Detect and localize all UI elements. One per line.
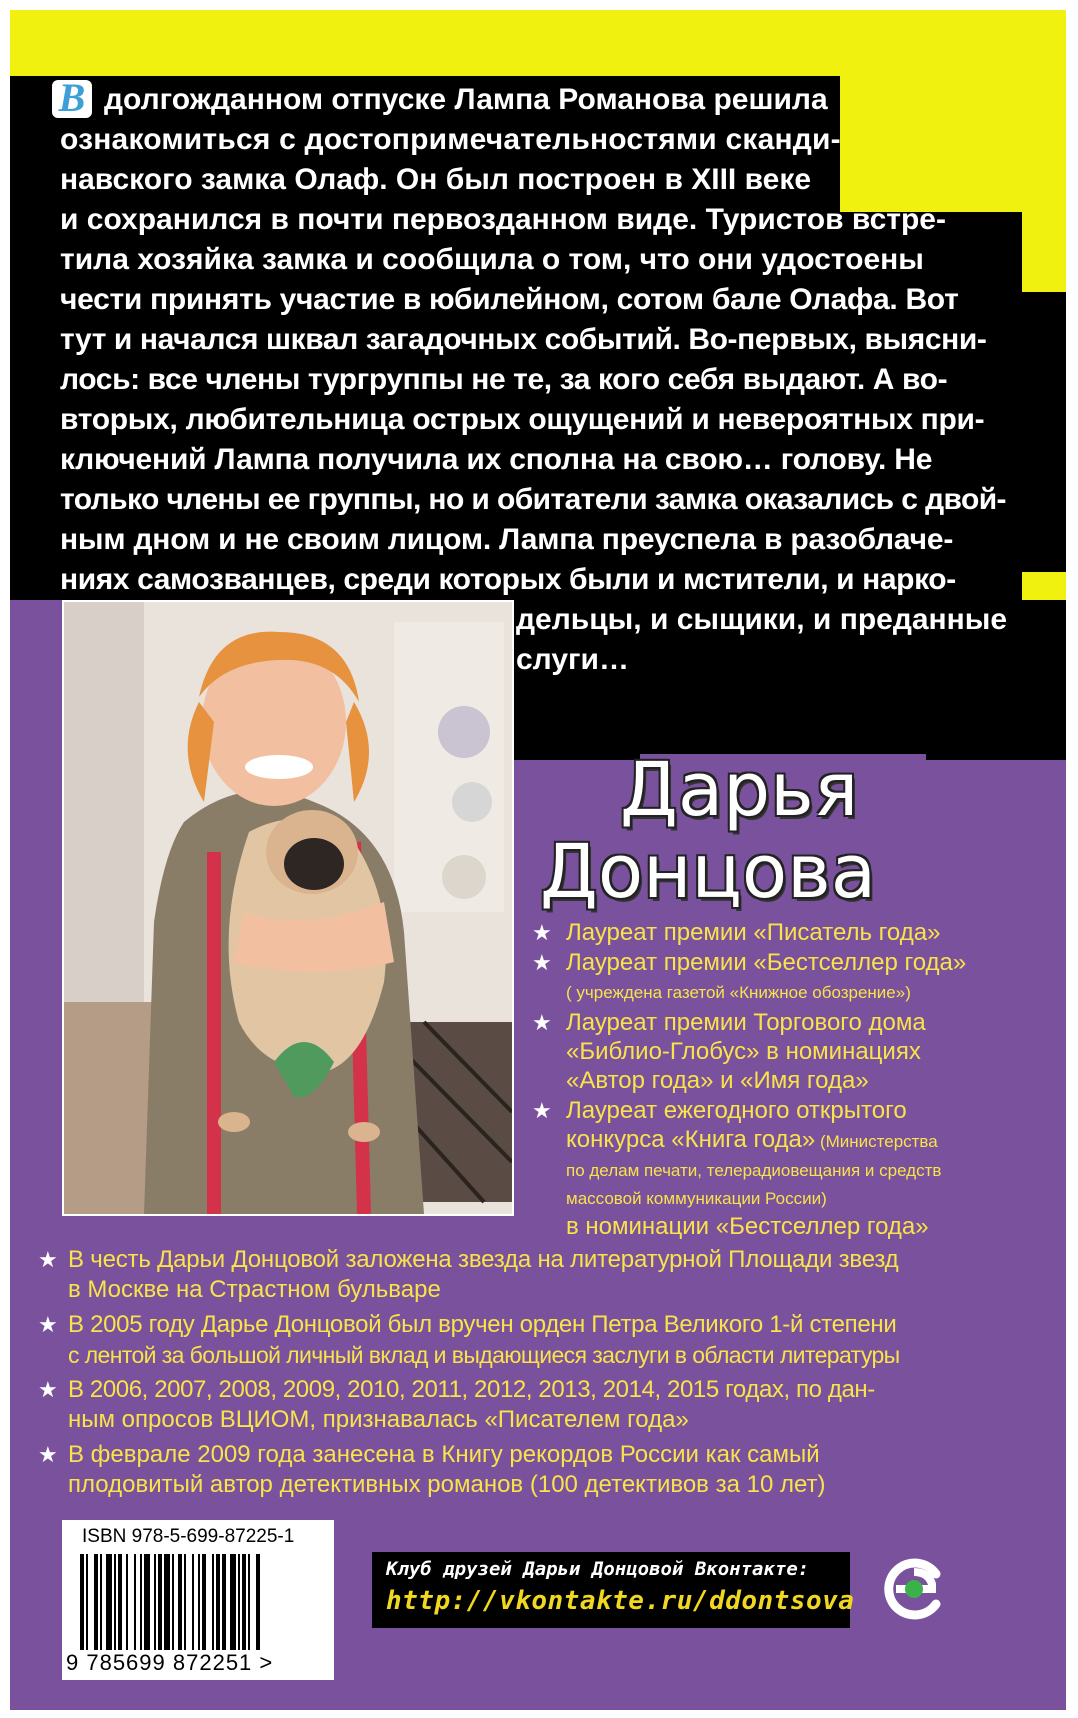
blurb-line-14: дельцы, и сыщики, и преданные xyxy=(516,603,1008,636)
barcode-bar xyxy=(172,1554,174,1650)
fact-1-line-1: В честь Дарьи Донцовой заложена звезда на литературной Площади звезд xyxy=(68,1246,899,1273)
award-3-line-3: «Автор года» и «Имя года» xyxy=(566,1067,869,1094)
barcode-bar xyxy=(256,1554,260,1650)
blurb-line-5: тила хозяйка замка и сообщила о том, что они удостоены xyxy=(60,243,924,276)
barcode-bar xyxy=(216,1554,220,1650)
fact-4-line-2: плодовитый автор детективных романов (100 детективов за 10 лет) xyxy=(68,1471,826,1498)
blurb-line-11: только члены ее группы, но и обитатели замка оказались с двой- xyxy=(60,483,1006,516)
fact-2-line-2: с лентой за большой личный вклад и выдающиеся заслуги в области литературы xyxy=(68,1342,900,1368)
fan-club-title: Клуб друзей Дарьи Донцовой Вконтакте: xyxy=(386,1558,810,1580)
fact-2-line-1: В 2005 году Дарье Донцовой был вручен орден Петра Великого 1-й степени xyxy=(68,1311,897,1338)
fact-4-line-1: В феврале 2009 года занесена в Книгу рекордов России как самый xyxy=(68,1441,820,1468)
barcode-box xyxy=(62,1520,334,1680)
barcode-bar xyxy=(106,1554,112,1650)
award-3-line-2: «Библио-Глобус» в номинациях xyxy=(566,1038,921,1065)
barcode-bar xyxy=(86,1554,88,1650)
isbn-text: ISBN 978-5-699-87225-1 xyxy=(82,1526,295,1547)
blurb-line-4: и сохранился в почти первозданном виде. Туристов встре- xyxy=(60,203,946,236)
blurb-line-2: ознакомиться с достопримечательностями сканди- xyxy=(60,123,841,156)
barcode-bars xyxy=(80,1554,316,1650)
barcode-bar xyxy=(230,1554,236,1650)
barcode-bar xyxy=(118,1554,122,1650)
blurb-line-13: ниях самозванцев, среди которых были и мстители, и нарко- xyxy=(60,563,956,596)
barcode-bar xyxy=(114,1554,116,1650)
star-icon: ★ xyxy=(532,920,552,945)
award-4-small-line-2: массовой коммуникации России) xyxy=(566,1189,827,1208)
barcode-bar xyxy=(212,1554,214,1650)
award-4-small-line-1: по делам печати, телерадиовещания и средств xyxy=(566,1161,942,1180)
barcode-digits: 9 785699 872251 > xyxy=(66,1650,274,1675)
star-icon: ★ xyxy=(532,1098,552,1123)
award-4-line-2 xyxy=(566,1125,938,1156)
award-2-line-1: Лауреат премии «Бестселлер года» xyxy=(566,949,967,976)
barcode-bar xyxy=(158,1554,162,1650)
blurb-line-6: чести принять участие в юбилейном, сотом бале Олафа. Вот xyxy=(60,283,959,316)
fan-club-url[interactable]: http://vkontakte.ru/ddontsova xyxy=(386,1586,855,1616)
barcode-bar xyxy=(192,1554,194,1650)
barcode-bar xyxy=(248,1554,250,1650)
barcode-bar xyxy=(202,1554,206,1650)
blurb-line-15: слуги… xyxy=(516,643,629,676)
author-first-name: Дарья xyxy=(620,747,859,833)
barcode-bar xyxy=(100,1554,102,1650)
author-last-name: Донцова xyxy=(540,829,877,915)
award-4-line-2-small: (Министерства xyxy=(815,1132,938,1151)
star-icon: ★ xyxy=(38,1442,58,1467)
star-icon: ★ xyxy=(38,1377,58,1402)
star-icon: ★ xyxy=(38,1247,58,1272)
fact-3-line-2: ным опросов ВЦИОМ, признавалась «Писателем года» xyxy=(68,1406,689,1433)
eksmo-logo xyxy=(884,1556,944,1622)
award-1-line-1: Лауреат премии «Писатель года» xyxy=(566,919,941,946)
barcode-bar xyxy=(94,1554,98,1650)
award-3-line-1: Лауреат премии Торгового дома xyxy=(566,1009,926,1036)
author-photo-illustration xyxy=(64,602,512,1214)
award-4-last-line: в номинации «Бестселлер года» xyxy=(566,1213,929,1240)
blurb-line-9: вторых, любительница острых ощущений и невероятных при- xyxy=(60,403,985,436)
barcode-bar xyxy=(154,1554,156,1650)
award-2-note: ( учреждена газетой «Книжное обозрение») xyxy=(566,983,911,1002)
star-icon: ★ xyxy=(38,1312,58,1337)
blurb-line-3: навского замка Олаф. Он был построен в XIII веке xyxy=(60,163,812,196)
star-icon: ★ xyxy=(532,1010,552,1035)
barcode-bar xyxy=(222,1554,226,1650)
dropcap-letter: В xyxy=(52,80,92,118)
award-4-line-1: Лауреат ежегодного открытого xyxy=(566,1097,907,1124)
blurb-line-1: долгожданном отпуске Лампа Романова решила xyxy=(104,83,828,116)
award-4-line-2-main: конкурса «Книга года» xyxy=(566,1126,816,1153)
blurb-line-8: лось: все члены тургруппы не те, за кого себя выдают. А во- xyxy=(60,363,948,396)
fan-club-banner xyxy=(372,1552,855,1628)
barcode-bar xyxy=(164,1554,170,1650)
barcode-bar xyxy=(184,1554,186,1650)
barcode-bar xyxy=(80,1554,84,1650)
barcode-bar xyxy=(238,1554,240,1650)
barcode-bar xyxy=(144,1554,150,1650)
blurb-line-12: ным дном и не своим лицом. Лампа преуспела в разоблаче- xyxy=(60,523,954,556)
blurb-line-10: ключений Лампа получила их сполна на свою… голову. Не xyxy=(60,443,933,476)
barcode-bar xyxy=(140,1554,142,1650)
blurb-line-7: тут и начался шквал загадочных событий. Во-первых, выясни- xyxy=(60,323,987,356)
fact-1-line-2: в Москве на Страстном бульваре xyxy=(68,1276,441,1303)
fact-3-line-1: В 2006, 2007, 2008, 2009, 2010, 2011, 2012, 2013, 2014, 2015 годах, по дан- xyxy=(68,1376,875,1403)
barcode-bar xyxy=(126,1554,128,1650)
author-photo xyxy=(62,600,514,1216)
barcode-bar xyxy=(242,1554,246,1650)
barcode-bar xyxy=(134,1554,136,1650)
barcode-bar xyxy=(198,1554,200,1650)
star-icon: ★ xyxy=(532,950,552,975)
barcode-bar xyxy=(178,1554,182,1650)
